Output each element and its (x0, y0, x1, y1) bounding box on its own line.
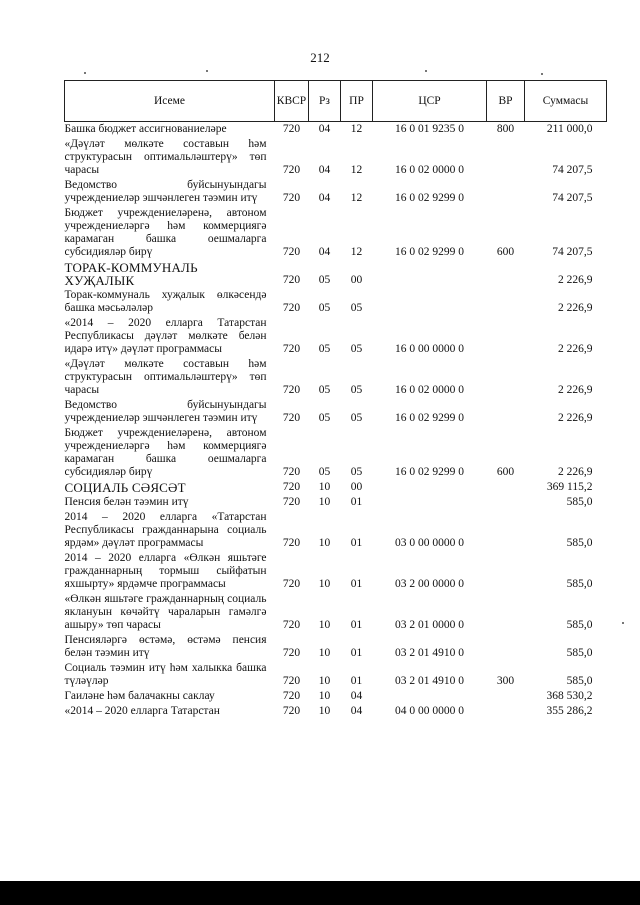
cell-name: «2014 – 2020 елларга Татарстан Республикасы дәүләт мөлкәте белән идарә итү» дәүләт программасы (64, 317, 267, 355)
cell-rz: 05 (318, 384, 331, 396)
cell-sum: 2 226,9 (558, 384, 593, 396)
cell-name: «Өлкән яшьтәге гражданнарның социаль яклануын көчәйтү чараларын гамәлгә ашыру» төп чарасы (64, 593, 267, 631)
table-row (65, 178, 607, 206)
cell-rz: 05 (318, 274, 331, 286)
table-row (65, 122, 607, 138)
cell-name: Бюджет учреждениеләренә, автоном учреждениеләргә һәм коммерциягә карамаган башка оешмаларга субсидияләр бирү (64, 207, 267, 258)
cell-sum: 74 207,5 (552, 246, 593, 258)
cell-vr (487, 551, 525, 592)
cell-rz: 05 (318, 466, 331, 478)
cell-rz: 04 (318, 123, 331, 135)
cell-rz: 04 (318, 192, 331, 204)
cell-csr (373, 288, 487, 316)
scan-speck (206, 70, 208, 72)
cell-vr (487, 260, 525, 288)
cell-name: ТОРАК-КОММУНАЛЬ ХУҖАЛЫК (64, 260, 198, 288)
table-row (65, 426, 607, 480)
cell-name: «Дәүләт мөлкәте составын һәм структурасын оптимальләштерү» төп чарасы (64, 138, 267, 176)
cell-rz: 10 (318, 675, 331, 687)
col-header-vr: ВР (487, 81, 525, 122)
table-row (65, 592, 607, 633)
cell-name: Пенсияләргә өстәмә, өстәмә пенсия белән тәэмин итү (64, 634, 267, 659)
table-body (65, 122, 607, 720)
table-row (65, 633, 607, 661)
cell-pr: 12 (350, 246, 363, 258)
cell-name: Ведомство буйсынуындагы учреждениеләр эшчәнлеген тәэмин итү (64, 399, 267, 424)
cell-kvsr: 720 (282, 274, 301, 286)
cell-vr (487, 495, 525, 510)
cell-name: 2014 – 2020 елларга «Өлкән яшьтәге гражданнарның тормыш сыйфатын яхшырту» ярдәмче программасы (64, 552, 267, 590)
cell-csr: 16 0 02 9299 0 (395, 246, 464, 258)
table-row (65, 398, 607, 426)
col-header-sum: Суммасы (525, 81, 607, 122)
cell-csr: 03 2 00 0000 0 (395, 578, 464, 590)
scan-bottom-edge (0, 881, 640, 905)
cell-sum: 2 226,9 (558, 466, 593, 478)
table-row (65, 480, 607, 495)
cell-vr (487, 357, 525, 398)
table-row (65, 260, 607, 288)
cell-vr (487, 704, 525, 719)
cell-csr: 16 0 00 0000 0 (395, 343, 464, 355)
cell-rz: 10 (318, 481, 331, 493)
table-row (65, 495, 607, 510)
cell-vr (487, 689, 525, 704)
cell-vr (487, 137, 525, 178)
cell-sum: 355 286,2 (546, 705, 593, 717)
cell-rz: 05 (318, 343, 331, 355)
scan-speck (541, 73, 543, 75)
cell-kvsr: 720 (282, 481, 301, 493)
cell-pr: 01 (350, 578, 363, 590)
cell-name: СОЦИАЛЬ СӘЯСӘТ (64, 480, 186, 495)
cell-vr (487, 480, 525, 495)
cell-pr: 05 (350, 412, 363, 424)
table-row (65, 510, 607, 551)
cell-rz: 05 (318, 302, 331, 314)
cell-sum: 585,0 (566, 537, 593, 549)
budget-table (64, 80, 607, 719)
scan-speck (425, 70, 427, 72)
cell-kvsr: 720 (282, 675, 301, 687)
cell-name: «Дәүләт мөлкәте составын һәм структурасын оптимальләштерү» төп чарасы (64, 358, 267, 396)
cell-csr: 16 0 02 9299 0 (395, 192, 464, 204)
cell-name: Ведомство буйсынуындагы учреждениеләр эшчәнлеген тәэмин итү (64, 179, 267, 204)
cell-vr: 300 (496, 675, 515, 687)
cell-kvsr: 720 (282, 412, 301, 424)
cell-kvsr: 720 (282, 496, 301, 508)
cell-csr: 03 2 01 4910 0 (395, 675, 464, 687)
cell-name: Пенсия белән тәэмин итү (64, 496, 189, 508)
cell-pr: 01 (350, 496, 363, 508)
cell-csr: 03 2 01 0000 0 (395, 619, 464, 631)
cell-vr (487, 592, 525, 633)
cell-kvsr: 720 (282, 123, 301, 135)
cell-vr (487, 288, 525, 316)
page-number: 212 (310, 50, 330, 65)
cell-vr (487, 178, 525, 206)
cell-sum: 369 115,2 (546, 481, 593, 493)
cell-pr: 04 (350, 690, 363, 702)
cell-csr: 16 0 02 0000 0 (395, 384, 464, 396)
cell-sum: 585,0 (566, 647, 593, 659)
cell-rz: 10 (318, 578, 331, 590)
cell-vr (487, 398, 525, 426)
cell-sum: 585,0 (566, 496, 593, 508)
cell-sum: 585,0 (566, 675, 593, 687)
cell-pr: 05 (350, 343, 363, 355)
cell-name: «2014 – 2020 елларга Татарстан (64, 705, 220, 717)
cell-pr: 01 (350, 537, 363, 549)
cell-sum: 585,0 (566, 578, 593, 590)
cell-csr: 16 0 02 9299 0 (395, 412, 464, 424)
cell-pr: 12 (350, 192, 363, 204)
cell-rz: 10 (318, 619, 331, 631)
cell-rz: 10 (318, 705, 331, 717)
cell-rz: 10 (318, 690, 331, 702)
cell-kvsr: 720 (282, 578, 301, 590)
cell-vr: 600 (496, 466, 515, 478)
cell-kvsr: 720 (282, 647, 301, 659)
cell-kvsr: 720 (282, 302, 301, 314)
cell-csr: 16 0 02 9299 0 (395, 466, 464, 478)
cell-name: Гаиләне һәм балачакны саклау (64, 690, 215, 702)
cell-pr: 01 (350, 647, 363, 659)
table-row (65, 551, 607, 592)
col-header-rz: Рз (309, 81, 341, 122)
table-row (65, 316, 607, 357)
cell-csr: 03 0 00 0000 0 (395, 537, 464, 549)
cell-vr: 600 (496, 246, 515, 258)
cell-sum: 74 207,5 (552, 192, 593, 204)
cell-sum: 2 226,9 (558, 343, 593, 355)
cell-vr (487, 316, 525, 357)
cell-rz: 10 (318, 496, 331, 508)
cell-pr: 01 (350, 619, 363, 631)
cell-rz: 10 (318, 647, 331, 659)
cell-name: 2014 – 2020 елларга «Татарстан Республикасы гражданнарына социаль ярдәм» дәүләт программасы (64, 511, 267, 549)
scan-speck (622, 622, 624, 624)
cell-name: Бюджет учреждениеләренә, автоном учреждениеләргә һәм коммерциягә карамаган башка оешмаларга субсидияләр бирү (64, 427, 267, 478)
cell-csr (373, 495, 487, 510)
cell-pr: 00 (350, 481, 363, 493)
table-row (65, 357, 607, 398)
cell-kvsr: 720 (282, 619, 301, 631)
cell-name: Торак-коммуналь хуҗалык өлкәсендә башка мәсьәләләр (64, 289, 267, 314)
cell-pr: 05 (350, 466, 363, 478)
cell-kvsr: 720 (282, 343, 301, 355)
cell-rz: 05 (318, 412, 331, 424)
cell-vr (487, 510, 525, 551)
cell-sum: 2 226,9 (558, 412, 593, 424)
cell-kvsr: 720 (282, 246, 301, 258)
cell-csr (373, 260, 487, 288)
cell-kvsr: 720 (282, 705, 301, 717)
cell-name: Башка бюджет ассигнованиеләре (64, 123, 227, 135)
table-row (65, 704, 607, 719)
cell-kvsr: 720 (282, 466, 301, 478)
cell-sum: 585,0 (566, 619, 593, 631)
cell-kvsr: 720 (282, 690, 301, 702)
cell-csr (373, 689, 487, 704)
cell-pr: 05 (350, 384, 363, 396)
cell-pr: 12 (350, 164, 363, 176)
cell-csr: 16 0 02 0000 0 (395, 164, 464, 176)
cell-sum: 2 226,9 (558, 274, 593, 286)
cell-kvsr: 720 (282, 164, 301, 176)
cell-kvsr: 720 (282, 384, 301, 396)
col-header-pr: ПР (341, 81, 373, 122)
cell-csr: 04 0 00 0000 0 (395, 705, 464, 717)
cell-vr (487, 633, 525, 661)
scan-speck (84, 72, 86, 74)
cell-kvsr: 720 (282, 537, 301, 549)
cell-sum: 74 207,5 (552, 164, 593, 176)
cell-pr: 00 (350, 274, 363, 286)
col-header-csr: ЦСР (373, 81, 487, 122)
cell-kvsr: 720 (282, 192, 301, 204)
cell-csr: 16 0 01 9235 0 (395, 123, 464, 135)
cell-pr: 04 (350, 705, 363, 717)
cell-csr: 03 2 01 4910 0 (395, 647, 464, 659)
table-row (65, 689, 607, 704)
table-row (65, 137, 607, 178)
cell-rz: 10 (318, 537, 331, 549)
table-row (65, 661, 607, 689)
cell-rz: 04 (318, 246, 331, 258)
cell-vr: 800 (496, 123, 515, 135)
cell-rz: 04 (318, 164, 331, 176)
cell-sum: 368 530,2 (546, 690, 593, 702)
col-header-name: Исеме (65, 81, 275, 122)
cell-name: Социаль тәэмин итү һәм халыкка башка түләүләр (64, 662, 267, 687)
cell-sum: 2 226,9 (558, 302, 593, 314)
table-row (65, 206, 607, 260)
table-header (65, 81, 607, 122)
cell-sum: 211 000,0 (546, 123, 593, 135)
cell-pr: 05 (350, 302, 363, 314)
cell-pr: 01 (350, 675, 363, 687)
col-header-kvsr: КВСР (275, 81, 309, 122)
cell-pr: 12 (350, 123, 363, 135)
cell-csr (373, 480, 487, 495)
table-row (65, 288, 607, 316)
